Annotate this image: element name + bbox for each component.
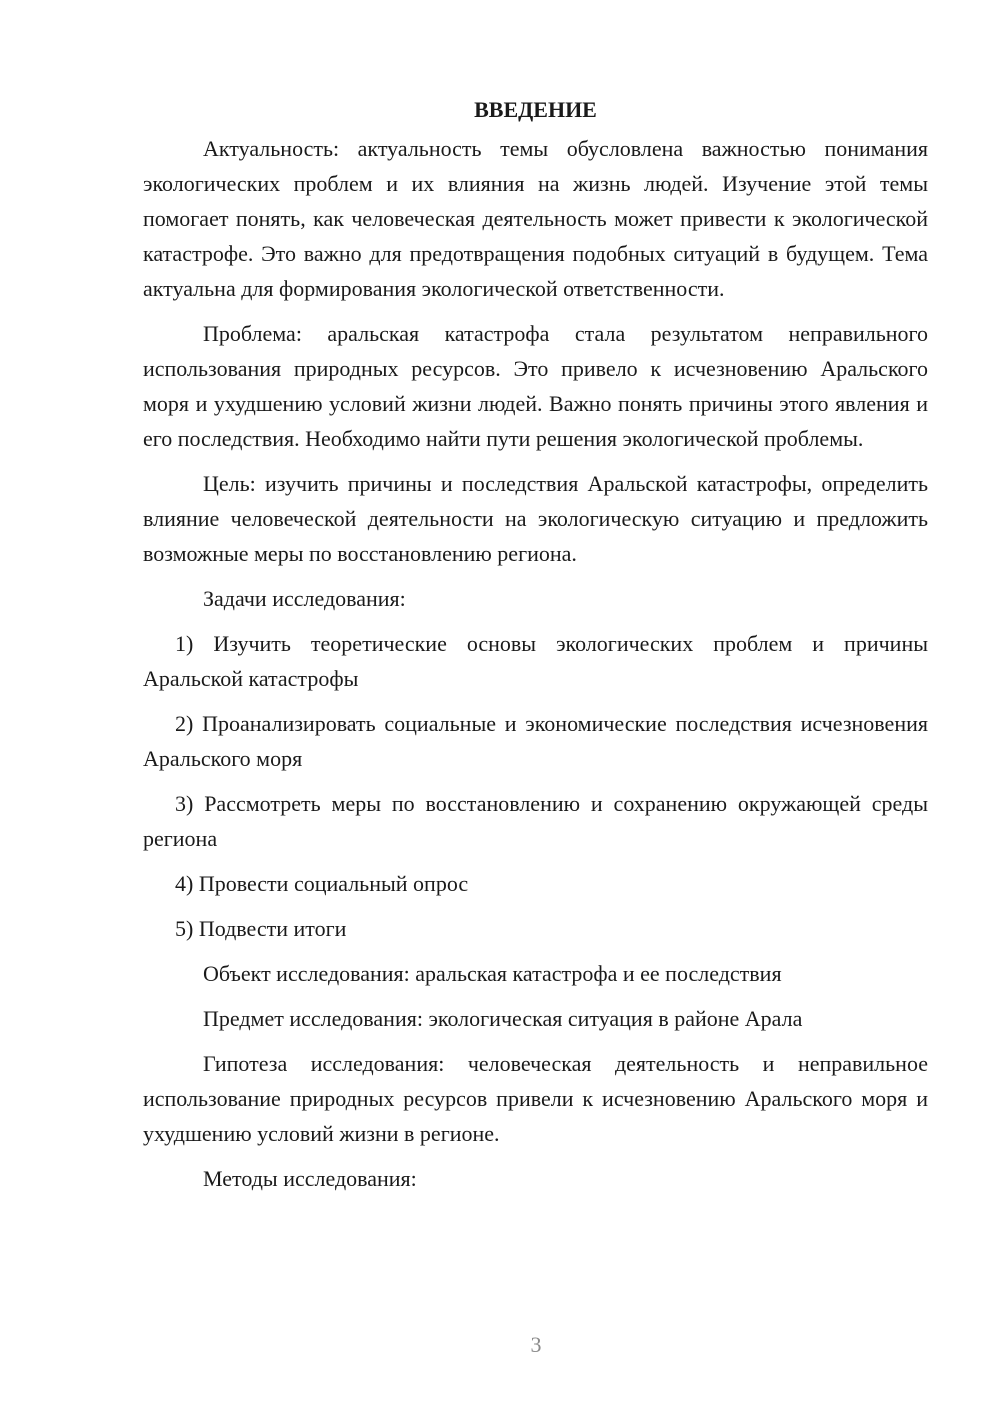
paragraph-hypothesis: Гипотеза исследования: человеческая деятельность и неправильное использование природных ресурсов привели к исчезновению Аральского моря и ухудшению условий жизни в регионе. bbox=[143, 1051, 928, 1146]
task-item-2: 2) Проанализировать социальные и экономические последствия исчезновения Аральского моря bbox=[143, 711, 928, 771]
task-item-1: 1) Изучить теоретические основы экологических проблем и причины Аральской катастрофы bbox=[143, 631, 928, 691]
tasks-heading: Задачи исследования: bbox=[203, 586, 406, 611]
paragraph-goal: Цель: изучить причины и последствия Аральской катастрофы, определить влияние человеческой деятельности на экологическую ситуацию и предложить возможные меры по восстановлению региона. bbox=[143, 471, 928, 566]
task-item-4: 4) Провести социальный опрос bbox=[175, 871, 469, 896]
task-item-3: 3) Рассмотреть меры по восстановлению и сохранению окружающей среды региона bbox=[143, 791, 928, 851]
section-title: ВВЕДЕНИЕ bbox=[474, 97, 597, 122]
task-item-5: 5) Подвести итоги bbox=[175, 916, 347, 941]
paragraph-methods: Методы исследования: bbox=[203, 1166, 417, 1191]
paragraph-object: Объект исследования: аральская катастрофа и ее последствия bbox=[203, 961, 782, 986]
page-number: 3 bbox=[530, 1332, 542, 1357]
document-page bbox=[143, 92, 928, 1206]
paragraph-relevance: Актуальность: актуальность темы обусловлена важностью понимания экологических проблем и их влияния на жизнь людей. Изучение этой темы помогает понять, как человеческая деятельность может привести к экологической катастрофе. Это важно для предотвращения подобных ситуаций в будущем. Тема актуальна для формирования экологической ответственности. bbox=[143, 136, 928, 301]
paragraph-subject: Предмет исследования: экологическая ситуация в районе Арала bbox=[203, 1006, 803, 1031]
paragraph-problem: Проблема: аральская катастрофа стала результатом неправильного использования природных ресурсов. Это привело к исчезновению Аральского моря и ухудшению условий жизни людей. Важно понять причины этого явления и его последствия. Необходимо найти пути решения экологической проблемы. bbox=[143, 321, 928, 451]
